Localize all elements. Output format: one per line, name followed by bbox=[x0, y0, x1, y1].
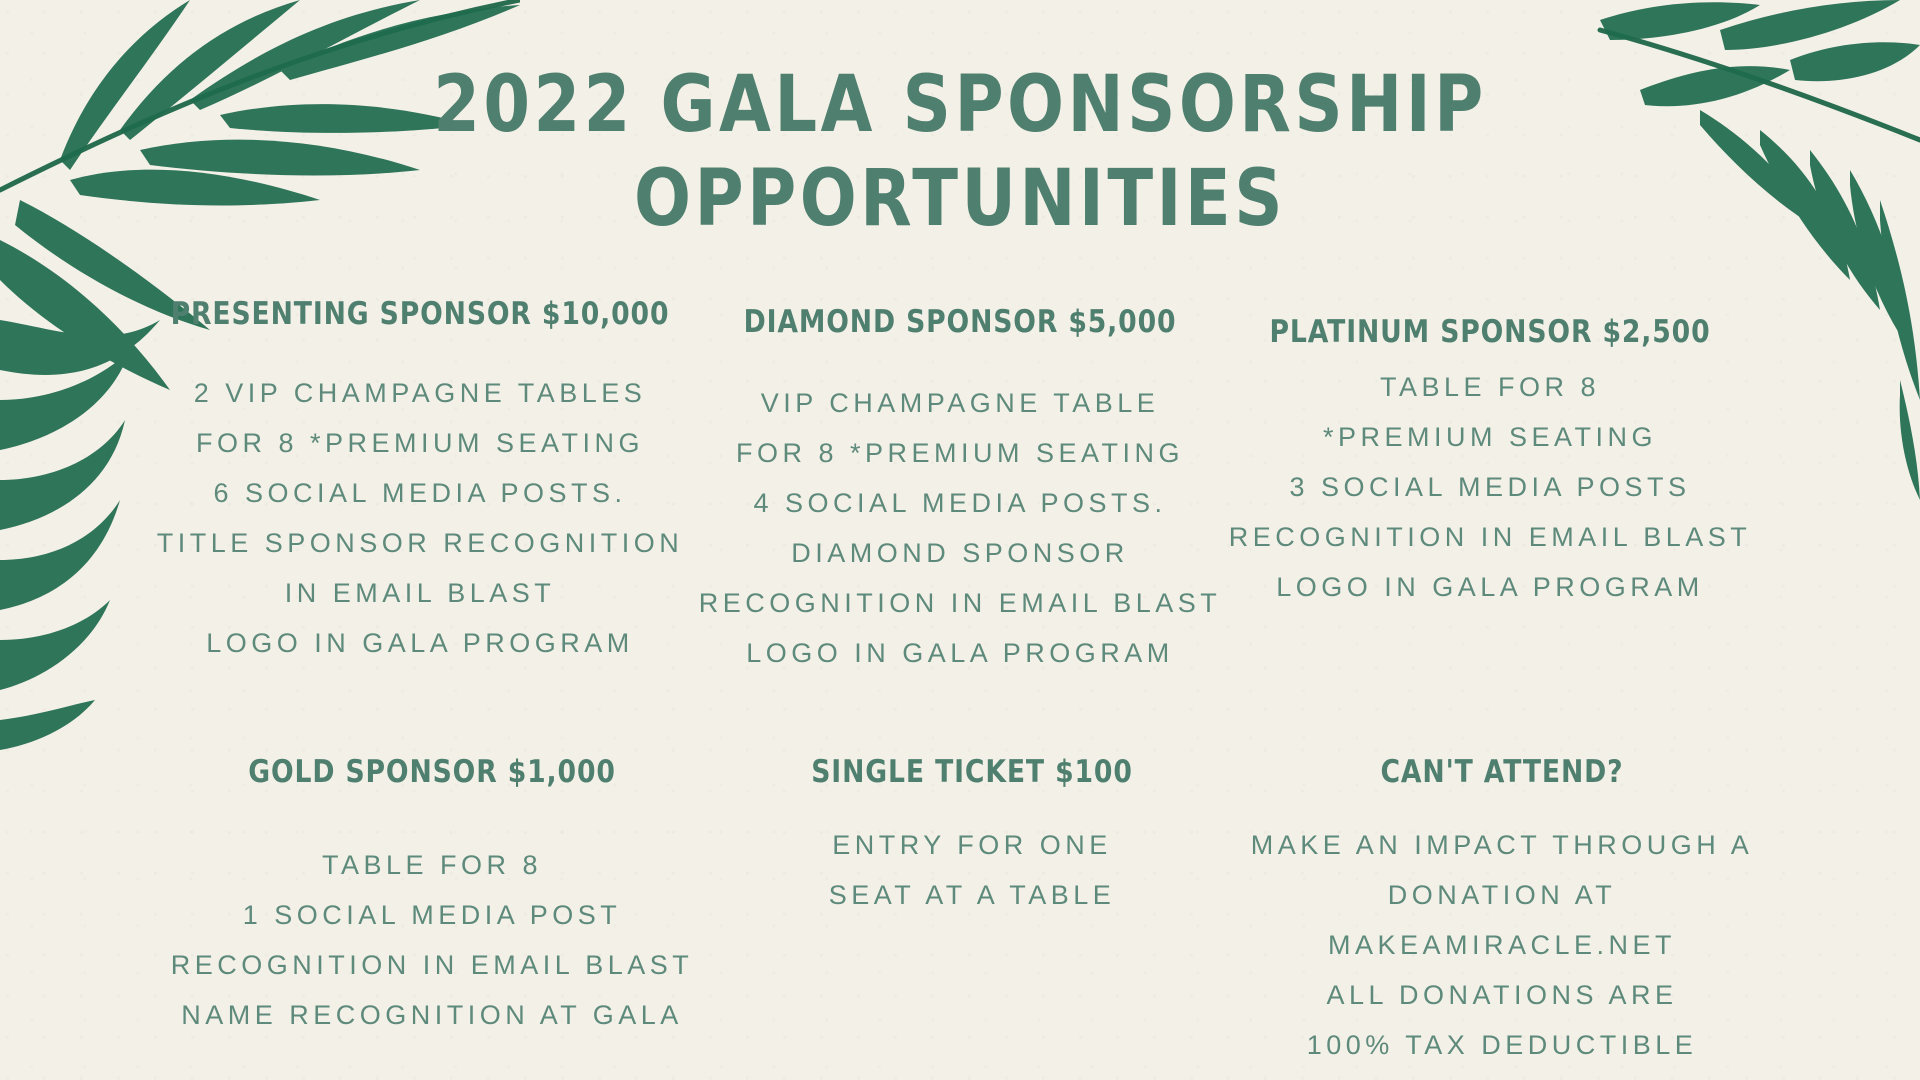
tier-heading: GOLD SPONSOR $1,000 bbox=[248, 754, 616, 790]
benefit-line: FOR 8 *PREMIUM SEATING bbox=[195, 428, 645, 458]
benefit-line: SEAT AT A TABLE bbox=[828, 880, 1116, 910]
benefit-line: FOR 8 *PREMIUM SEATING bbox=[735, 438, 1185, 468]
benefit-line: DIAMOND SPONSOR bbox=[791, 538, 1129, 568]
benefit-line: VIP CHAMPAGNE TABLE bbox=[760, 388, 1160, 418]
benefit-line: *PREMIUM SEATING bbox=[1322, 422, 1658, 452]
donation-line: MAKE AN IMPACT THROUGH A bbox=[1250, 830, 1754, 860]
tier-heading: CAN'T ATTEND? bbox=[1380, 754, 1624, 790]
benefit-line: TABLE FOR 8 bbox=[1379, 372, 1601, 402]
tier-gold bbox=[132, 754, 732, 1040]
page-title bbox=[0, 58, 1920, 246]
benefit-line: 1 SOCIAL MEDIA POST bbox=[242, 900, 622, 930]
tier-heading: SINGLE TICKET $100 bbox=[811, 754, 1133, 790]
benefit-line: LOGO IN GALA PROGRAM bbox=[1276, 572, 1704, 602]
benefit-line: 4 SOCIAL MEDIA POSTS. bbox=[753, 488, 1167, 518]
benefit-line: NAME RECOGNITION AT GALA bbox=[181, 1000, 683, 1030]
benefit-line: IN EMAIL BLAST bbox=[284, 578, 556, 608]
benefit-line: TABLE FOR 8 bbox=[321, 850, 543, 880]
tier-heading: DIAMOND SPONSOR $5,000 bbox=[743, 304, 1177, 340]
benefit-line: RECOGNITION IN EMAIL BLAST bbox=[170, 950, 694, 980]
tier-presenting bbox=[120, 296, 720, 668]
title-line-1: 2022 GALA SPONSORSHIP bbox=[433, 60, 1487, 150]
cant-attend bbox=[1202, 754, 1802, 1070]
benefit-line: 2 VIP CHAMPAGNE TABLES bbox=[193, 378, 647, 408]
tier-platinum bbox=[1190, 314, 1790, 612]
benefit-line: LOGO IN GALA PROGRAM bbox=[206, 628, 634, 658]
benefit-line: TITLE SPONSOR RECOGNITION bbox=[156, 528, 684, 558]
benefit-line: RECOGNITION IN EMAIL BLAST bbox=[1228, 522, 1752, 552]
tier-diamond bbox=[660, 304, 1260, 678]
benefit-line: LOGO IN GALA PROGRAM bbox=[746, 638, 1174, 668]
donation-line: 100% TAX DEDUCTIBLE bbox=[1306, 1030, 1698, 1060]
donation-line: DONATION AT bbox=[1387, 880, 1617, 910]
tier-single-ticket bbox=[672, 754, 1272, 920]
benefit-line: ENTRY FOR ONE bbox=[832, 830, 1112, 860]
benefit-line: 3 SOCIAL MEDIA POSTS bbox=[1289, 472, 1691, 502]
donation-link[interactable]: MAKEAMIRACLE.NET bbox=[1327, 930, 1677, 960]
benefit-line: RECOGNITION IN EMAIL BLAST bbox=[698, 588, 1222, 618]
title-line-2: OPPORTUNITIES bbox=[634, 154, 1286, 244]
benefit-line: 6 SOCIAL MEDIA POSTS. bbox=[213, 478, 627, 508]
tier-heading: PLATINUM SPONSOR $2,500 bbox=[1269, 314, 1711, 350]
donation-line: ALL DONATIONS ARE bbox=[1326, 980, 1678, 1010]
tier-heading: PRESENTING SPONSOR $10,000 bbox=[170, 296, 670, 332]
